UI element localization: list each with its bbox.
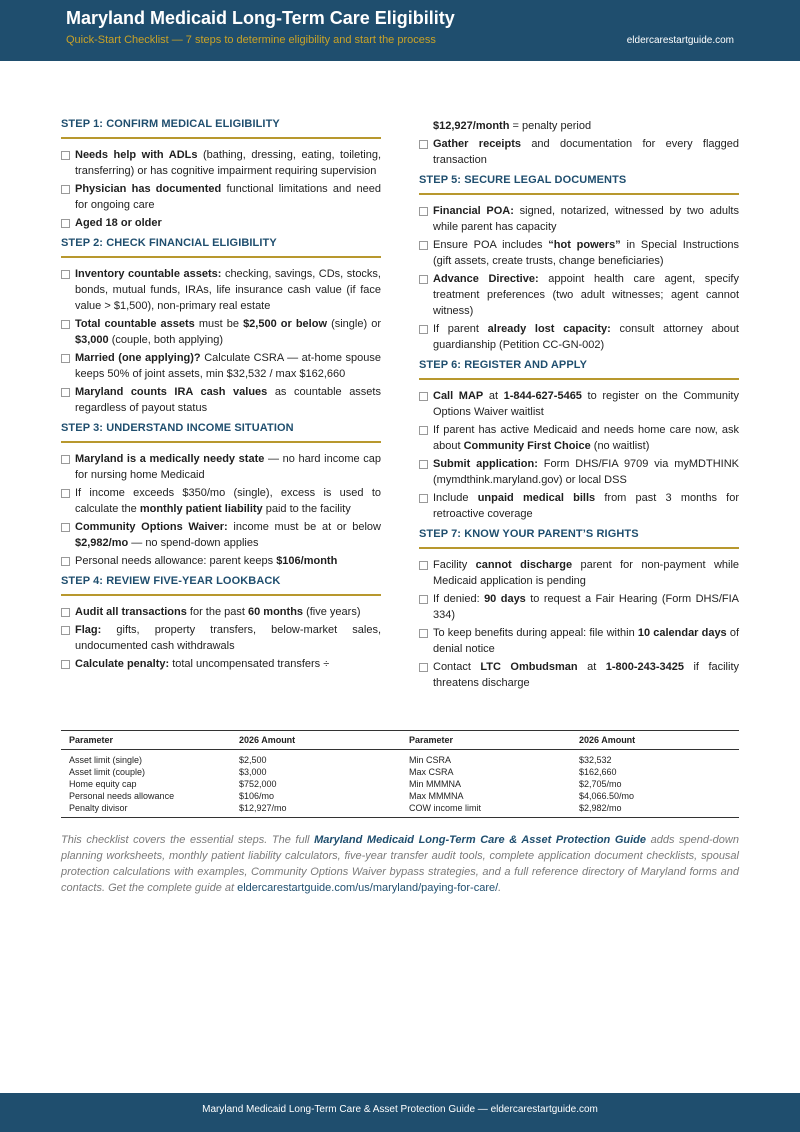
empty-checkbox-icon[interactable] [61,354,70,363]
item-text: signed, notarized, witnessed by two adults while parent has capacity [433,205,739,233]
empty-checkbox-icon[interactable] [61,660,70,669]
item-bold-text: 90 days [484,593,526,605]
item-bold-text: unpaid medical bills [477,492,596,504]
empty-checkbox-icon[interactable] [419,140,428,149]
item-text: To keep benefits during appeal: file within [433,627,638,639]
table-cell: Min MMMNA [409,779,461,789]
item-text: income must be at or below [227,521,381,533]
item-bold-text: monthly patient liability [139,503,263,515]
item-text: of denial notice [433,627,740,655]
item-text: from past 3 months for retroactive coverage [433,492,740,520]
table-header-cell: 2026 Amount [231,731,401,750]
empty-checkbox-icon[interactable] [419,426,428,435]
item-bold-text: Total countable assets [75,318,195,330]
checklist-item [61,519,381,551]
step-heading: STEP 6: REGISTER AND APPLY [419,359,739,380]
empty-checkbox-icon[interactable] [61,608,70,617]
empty-checkbox-icon[interactable] [419,595,428,604]
empty-checkbox-icon[interactable] [61,320,70,329]
item-text: = penalty period [509,120,592,132]
table-cell: Personal needs allowance [69,791,175,801]
left-column [61,118,381,674]
table-cell: Asset limit (single) [69,755,143,765]
item-text: (five years) [303,606,361,618]
empty-checkbox-icon[interactable] [61,455,70,464]
table-cell: $4,066.50/mo [579,791,635,801]
item-bold-text: Gather receipts [433,138,521,150]
empty-checkbox-icon[interactable] [61,388,70,397]
item-text: Include [433,492,478,504]
checklist-item [61,553,381,569]
empty-checkbox-icon[interactable] [61,523,70,532]
checklist-item [419,659,739,691]
header-bar [0,0,800,61]
item-bold-text: $106/month [276,555,338,567]
header-site-link[interactable]: eldercarestartguide.com [626,35,734,46]
table-cell: $12,927/mo [231,802,401,818]
step-heading: STEP 7: KNOW YOUR PARENT’S RIGHTS [419,528,739,549]
item-text: at [577,661,606,673]
checklist-item [61,181,381,213]
empty-checkbox-icon[interactable] [419,207,428,216]
table-cell: Min CSRA [409,755,452,765]
table-cell: Max MMMNA [409,791,464,801]
item-bold-text: already lost capacity: [487,323,611,335]
table-cell: $752,000 [239,779,277,789]
item-text: — no hard income cap for nursing home Medicaid [75,453,381,481]
empty-checkbox-icon[interactable] [61,270,70,279]
item-text: — no spend-down applies [128,537,259,549]
item-text: (bathing, dressing, eating, toileting, transferring) or has cognitive impairment requiring supervision [75,149,382,177]
checklist-item [419,625,739,657]
item-bold-text: $12,927/month [433,120,510,132]
checklist-item [419,591,739,623]
guide-title: Maryland Medicaid Long-Term Care & Asset Protection Guide [314,834,647,846]
table-header-cell: Parameter [401,731,571,750]
item-text: gifts, property transfers, below-market sales, undocumented cash withdrawals [75,624,381,652]
empty-checkbox-icon[interactable] [419,460,428,469]
empty-checkbox-icon[interactable] [419,663,428,672]
table-cell: $162,660 [579,767,617,777]
checklist-item [61,451,381,483]
empty-checkbox-icon[interactable] [61,489,70,498]
empty-checkbox-icon[interactable] [61,557,70,566]
item-text: Calculate CSRA — at-home spouse keeps 50% of joint assets, min $32,532 / max $162,660 [75,352,381,380]
checklist-item [61,147,381,179]
step-heading: STEP 2: CHECK FINANCIAL ELIGIBILITY [61,237,381,258]
footer-text: Maryland Medicaid Long-Term Care & Asset Protection Guide — eldercarestartguide.com [202,1104,598,1115]
item-bold-text: Submit application: [433,458,538,470]
item-bold-text: 1-844-627-5465 [503,390,582,402]
item-bold-text: Maryland counts IRA cash values [75,386,268,398]
checklist-item [419,271,739,319]
item-text: if facility threatens discharge [433,661,740,689]
empty-checkbox-icon[interactable] [61,219,70,228]
checklist-item [61,215,381,231]
item-text: Contact [433,661,481,673]
empty-checkbox-icon[interactable] [419,392,428,401]
item-bold-text: LTC Ombudsman [480,661,578,673]
checklist-item [61,604,381,620]
item-text: for the past [186,606,249,618]
table-row [61,802,739,818]
empty-checkbox-icon[interactable] [61,185,70,194]
checklist-item [419,321,739,353]
empty-checkbox-icon[interactable] [419,561,428,570]
checklist-item [419,237,739,269]
item-bold-text: Inventory countable assets: [75,268,222,280]
table-header-cell: Parameter [61,731,231,750]
item-text: If parent [433,323,488,335]
note-text: adds spend-down planning worksheets, monthly patient liability calculators, five-year transfer audit tools, complete application document checklists, spousal protection calculations with examples, Community Options Waiver bypass strategies, and a full reference directory of Maryland forms and contacts. Get the complete guide at [61,834,739,894]
item-text: at [483,390,504,402]
item-bold-text: Maryland is a medically needy state [75,453,265,465]
step-heading: STEP 3: UNDERSTAND INCOME SITUATION [61,422,381,443]
checklist-item [61,622,381,654]
item-text: checking, savings, CDs, stocks, bonds, mutual funds, IRAs, life insurance cash value (if face value > $1,500), non-primary real estate [75,268,381,312]
item-text: must be [194,318,244,330]
item-text: Ensure POA includes [433,239,549,251]
checklist-item [61,384,381,416]
table-cell: Home equity cap [69,779,137,789]
checklist-item [61,266,381,314]
checklist-item [419,136,739,168]
item-text: (single) or [327,318,381,330]
step-heading: STEP 5: SECURE LEGAL DOCUMENTS [419,174,739,195]
note-text: . [498,882,502,894]
table-cell: Penalty divisor [61,802,231,818]
empty-checkbox-icon[interactable] [419,494,428,503]
item-text: Personal needs allowance: parent keeps [75,555,277,567]
item-text: If denied: [433,593,485,605]
checklist-item [419,422,739,454]
item-bold-text: 10 calendar days [637,627,727,639]
item-bold-text: Physician has documented [75,183,222,195]
item-bold-text: “hot powers” [548,239,621,251]
table-cell: $106/mo [239,791,275,801]
table-row [61,778,739,790]
empty-checkbox-icon[interactable] [61,626,70,635]
item-bold-text: Needs help with ADLs [75,149,198,161]
item-text: consult attorney about guardianship (Petition CC-GN-002) [433,323,739,351]
table-cell: $2,705/mo [579,779,622,789]
table-cell: Max CSRA [409,767,454,777]
item-bold-text: Aged 18 or older [75,217,162,229]
item-text: (couple, both applying) [108,334,224,346]
right-column [419,118,739,693]
checklist-item [61,350,381,382]
parameters-table [61,730,739,818]
item-bold-text: $2,982/mo [75,537,129,549]
page-subtitle: Quick-Start Checklist — 7 steps to determine eligibility and start the process [66,34,436,46]
table-cell: $3,000 [239,767,267,777]
item-bold-text: cannot discharge [475,559,573,571]
item-bold-text: Married (one applying)? [75,352,201,364]
item-bold-text: $3,000 [75,334,109,346]
item-text: functional limitations and need for ongoing care [75,183,381,211]
table-cell: $32,532 [579,755,612,765]
item-text: Form DHS/FIA 9709 via myMDTHINK (mymdthink.maryland.gov) or local DSS [433,458,739,486]
item-text: Facility [433,559,476,571]
checklist-item [419,203,739,235]
checklist-item [61,485,381,517]
footer-bar [0,1093,800,1132]
item-bold-text: Community Options Waiver: [75,521,228,533]
table-header-row [61,731,739,750]
checklist-item [419,557,739,589]
footnote-paragraph [61,832,739,896]
item-text: If income exceeds $350/mo (single), excess is used to calculate the [75,487,381,515]
empty-checkbox-icon[interactable] [61,151,70,160]
empty-checkbox-icon[interactable] [419,629,428,638]
table-row [61,766,739,778]
table-row [61,790,739,802]
item-bold-text: 1-800-243-3425 [605,661,685,673]
checklist-item-continuation [419,118,739,134]
item-bold-text: Financial POA: [433,205,514,217]
step-heading: STEP 4: REVIEW FIVE-YEAR LOOKBACK [61,575,381,596]
item-bold-text: Call MAP [433,390,484,402]
table-cell: $2,500 [239,755,267,765]
checklist-item [419,456,739,488]
item-bold-text: Calculate penalty: [75,658,170,670]
item-text: and documentation for every flagged transaction [433,138,739,166]
item-bold-text: Advance Directive: [433,273,539,285]
item-bold-text: 60 months [248,606,304,618]
item-text: total uncompensated transfers ÷ [169,658,330,670]
item-text: (no waitlist) [590,440,650,452]
item-bold-text: Audit all transactions [75,606,187,618]
empty-checkbox-icon[interactable] [419,325,428,334]
item-text: If parent has active Medicaid and needs home care now, ask about [433,424,739,452]
item-text: appoint health care agent, specify treatment preferences (two adult witnesses; agent cannot witness) [433,273,739,317]
item-text: parent for non-payment while Medicaid application is pending [433,559,740,587]
guide-link[interactable]: eldercarestartguide.com/us/maryland/paying-for-care/ [237,882,499,894]
item-text: to register on the Community Options Waiver waitlist [433,390,739,418]
table-row [61,750,739,767]
checklist-item [419,490,739,522]
table-cell: COW income limit [401,802,571,818]
empty-checkbox-icon[interactable] [419,241,428,250]
table-cell: $2,982/mo [571,802,739,818]
step-heading: STEP 1: CONFIRM MEDICAL ELIGIBILITY [61,118,381,139]
item-text: paid to the facility [262,503,351,515]
checklist-item [61,656,381,672]
note-text: This checklist covers the essential steps. The full [61,834,315,846]
item-text: as countable assets regardless of payout status [75,386,381,414]
checklist-item [419,388,739,420]
item-bold-text: $2,500 or below [243,318,328,330]
table-cell: Asset limit (couple) [69,767,146,777]
item-bold-text: Community First Choice [463,440,591,452]
table-header-cell: 2026 Amount [571,731,739,750]
item-bold-text: Flag: [75,624,102,636]
page-title: Maryland Medicaid Long-Term Care Eligibility [66,8,455,28]
item-text: to request a Fair Hearing (Form DHS/FIA 334) [433,593,739,621]
item-text: in Special Instructions (gift assets, create trusts, change beneficiaries) [433,239,739,267]
checklist-item [61,316,381,348]
empty-checkbox-icon[interactable] [419,275,428,284]
